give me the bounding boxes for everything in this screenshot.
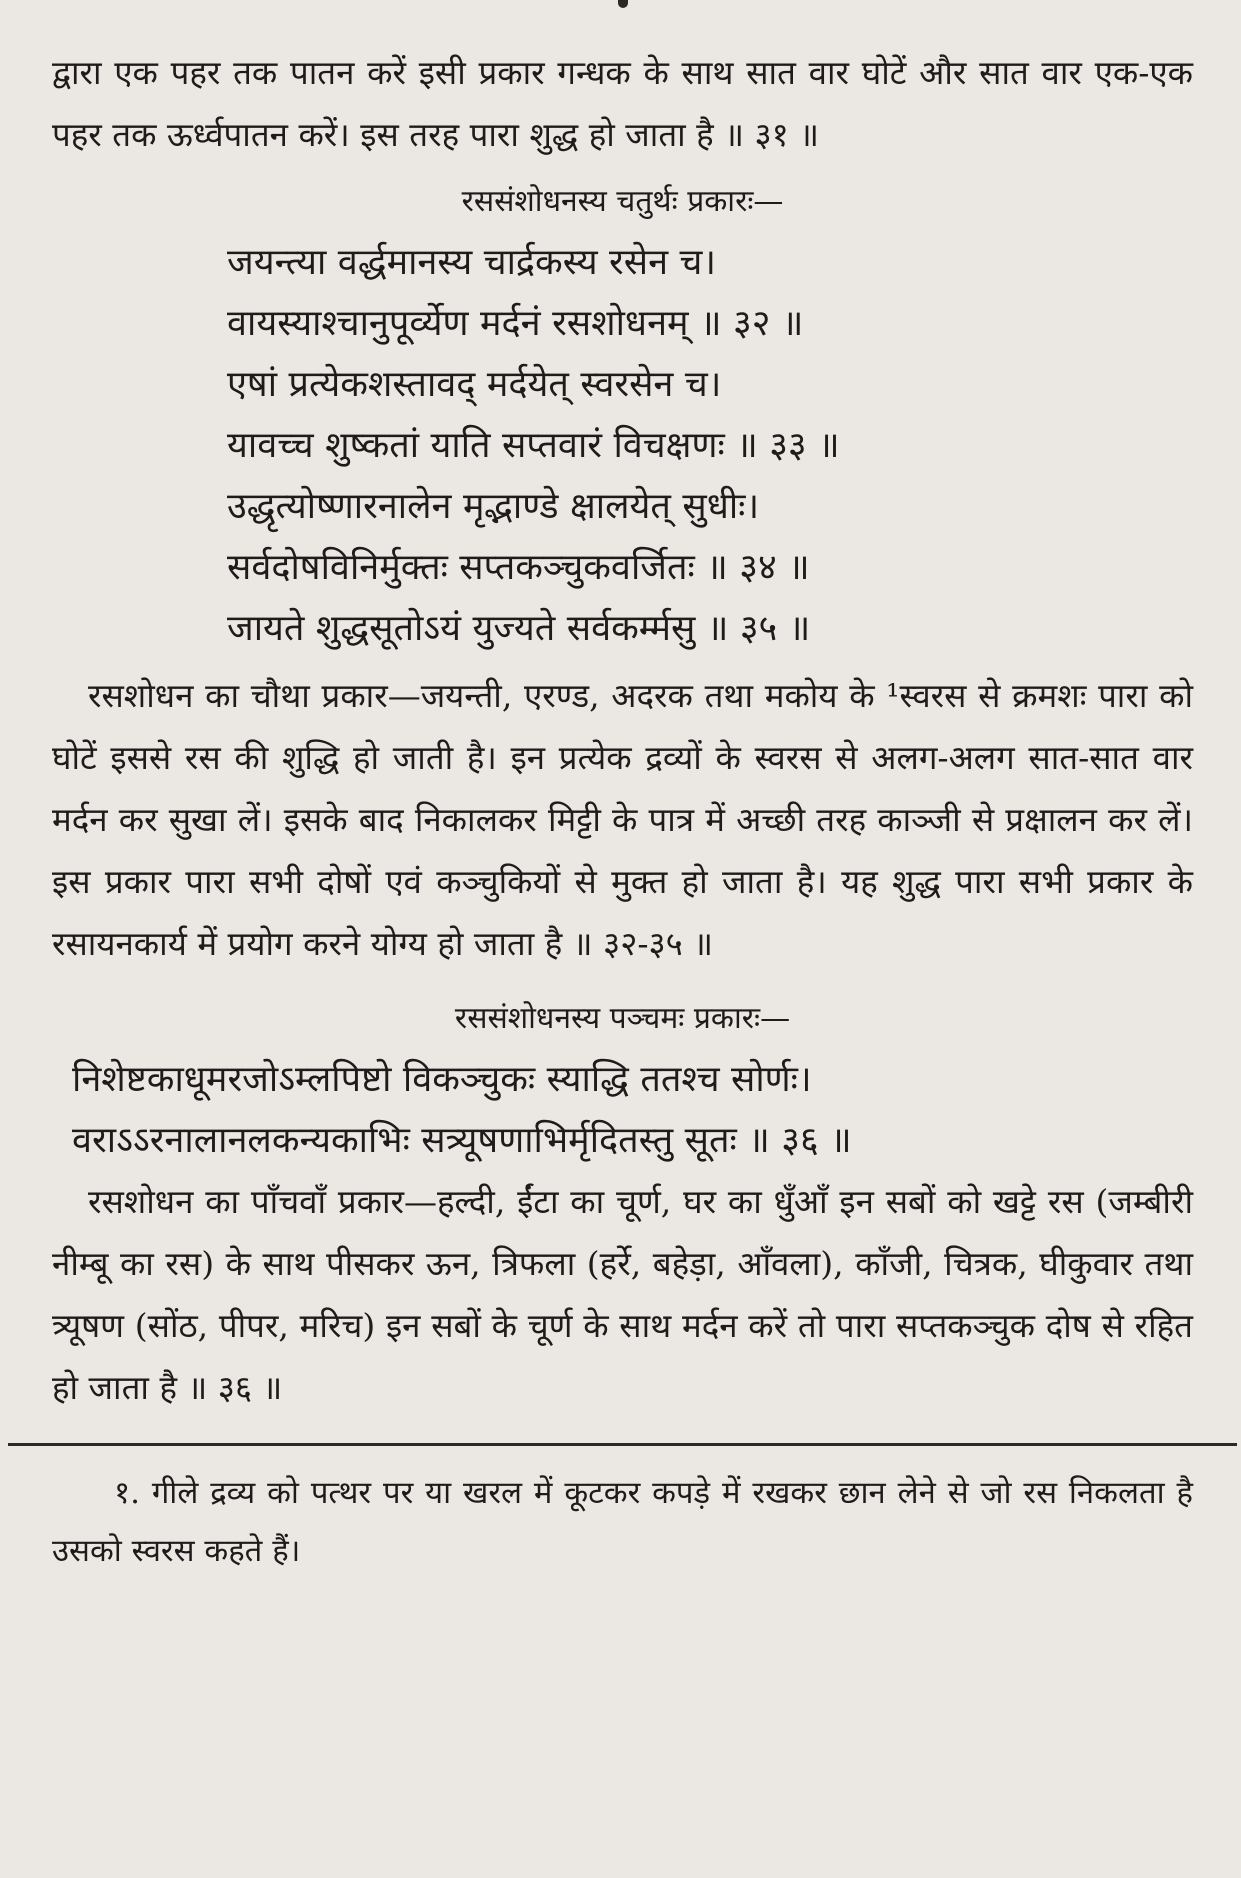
verse-line: जायते शुद्धसूतोऽयं युज्यते सर्वकर्म्मसु ॥ ३५ ॥ bbox=[227, 608, 811, 649]
paragraph-31-end: द्वारा एक पहर तक पातन करें इसी प्रकार गन्धक के साथ सात वार घोटें और सात वार एक-एक पहर तक ऊर्ध्वपातन करें। इस तरह पारा शुद्ध हो जाता है ॥ ३१ ॥ bbox=[52, 53, 1193, 154]
verse-line: उद्धृत्योष्णारनालेन मृद्भाण्डे क्षालयेत् सुधीः। bbox=[227, 486, 760, 527]
paragraph-32-35: रसशोधन का चौथा प्रकार—जयन्ती, एरण्ड, अदरक तथा मकोय के ¹स्वरस से क्रमशः पारा को घोटें इससे रस की शुद्धि हो जाती है। इन प्रत्येक द्रव्यों के स्वरस से अलग-अलग सात-सात वार मर्दन कर सुखा लें। इसके बाद निकालकर मिट्टी के पात्र में अच्छी तरह काञ्जी से प्रक्षालन कर लें। इस प्रकार पारा सभी दोषों एवं कञ्चुकियों से मुक्त हो जाता है। यह शुद्ध पारा सभी प्रकार के रसायनकार्य में प्रयोग करने योग्य हो जाता है ॥ ३२-३५ ॥ bbox=[52, 676, 1193, 963]
footnote-1: १. गीले द्रव्य को पत्थर पर या खरल में कूटकर कपड़े में रखकर छान लेने से जो रस निकलता है उसको स्वरस कहते हैं। bbox=[52, 1475, 1193, 1569]
heading-fifth-method: रससंशोधनस्य पञ्चमः प्रकारः— bbox=[454, 1001, 791, 1036]
verse-line: सर्वदोषविनिर्मुक्तः सप्तकञ्चुकवर्जितः ॥ ३४ ॥ bbox=[227, 547, 810, 588]
verse-line: वराऽऽरनालानलकन्यकाभिः सत्र्यूषणाभिर्मृदितस्तु सूतः ॥ ३६ ॥ bbox=[72, 1120, 852, 1161]
paragraph-36: रसशोधन का पाँचवाँ प्रकार—हल्दी, ईंटा का चूर्ण, घर का धुँआँ इन सबों को खट्टे रस (जम्बीरी नीम्बू का रस) के साथ पीसकर ऊन, त्रिफला (हर्रे, बहेड़ा, आँवला), काँजी, चित्रक, घीकुवार तथा त्र्यूषण (सोंठ, पीपर, मरिच) इन सबों के चूर्ण के साथ मर्दन करें तो पारा सप्तकञ्चुक दोष से रहित हो जाता है ॥ ३६ ॥ bbox=[52, 1182, 1193, 1407]
verse-line: यावच्च शुष्कतां याति सप्तवारं विचक्षणः ॥ ३३ ॥ bbox=[227, 425, 840, 466]
page-top-mark bbox=[618, 0, 628, 8]
verse-line: वायस्याश्चानुपूर्व्येण मर्दनं रसशोधनम् ॥ ३२ ॥ bbox=[227, 303, 804, 344]
verse-line: निशेष्टकाधूमरजोऽम्लपिष्टो विकञ्चुकः स्याद्धि ततश्च सोर्णः। bbox=[72, 1059, 812, 1100]
verse-line: जयन्त्या वर्द्धमानस्य चार्द्रकस्य रसेन च। bbox=[227, 242, 717, 283]
verse-block-32-35 bbox=[52, 232, 1193, 659]
footnote-divider bbox=[8, 1443, 1237, 1446]
verse-block-36 bbox=[52, 1049, 1193, 1171]
verse-line: एषां प्रत्येकशस्तावद् मर्दयेत् स्वरसेन च। bbox=[227, 364, 722, 405]
heading-fourth-method: रससंशोधनस्य चतुर्थः प्रकारः— bbox=[461, 184, 784, 219]
